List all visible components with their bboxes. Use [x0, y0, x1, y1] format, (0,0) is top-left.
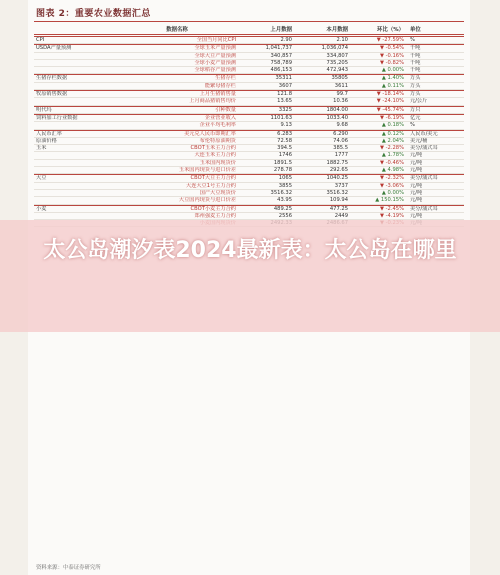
arrow-up-icon: ▲ [381, 189, 388, 196]
table-header [34, 25, 464, 34]
row-unit: 元/吨 [410, 189, 423, 196]
row-change [348, 138, 404, 144]
row-change [348, 197, 404, 203]
row-cur-value: 3516.32 [326, 189, 348, 196]
arrow-up-icon: ▲ [381, 67, 388, 74]
row-change-value: -6.19% [385, 114, 404, 121]
row-cur-value: 1,036,074 [321, 45, 348, 52]
row-change [348, 75, 404, 81]
source-note: 资料来源：中泰证券研究所 [36, 565, 101, 571]
table-row [34, 130, 464, 138]
row-category: 人民币汇率 [36, 130, 62, 137]
arrow-down-icon: ▼ [376, 37, 383, 43]
table-row [34, 152, 464, 159]
arrow-up-icon: ▲ [381, 137, 388, 144]
row-prev-value: 13.65 [277, 98, 292, 105]
header-unit: 单位 [410, 27, 421, 33]
row-name: 全球稻谷产量预测 [194, 67, 236, 74]
row-change-value: 0.18% [387, 122, 404, 129]
row-cur-value: 292.65 [329, 167, 348, 174]
table-row [34, 44, 464, 52]
table-row [34, 205, 464, 213]
row-change-value: -2.32% [385, 175, 404, 182]
row-unit: 美分/蒲式耳 [410, 175, 438, 182]
arrow-down-icon: ▼ [380, 59, 386, 66]
row-name: 企业平均毛利率 [199, 122, 236, 129]
row-change-value: -0.46% [385, 159, 404, 166]
row-unit: % [410, 122, 415, 129]
row-unit: 元/吨 [410, 159, 423, 166]
arrow-up-icon: ▲ [381, 75, 388, 82]
row-name: 国产大豆现货价 [199, 189, 236, 196]
header-category [34, 25, 118, 34]
table-row [34, 53, 464, 60]
row-prev-value: 2556 [278, 212, 292, 219]
row-name: 大豆国内现货与进口价差 [178, 197, 236, 204]
arrow-up-icon: ▲ [375, 197, 381, 204]
row-change [348, 53, 404, 59]
row-unit: 元/吨 [410, 182, 423, 189]
row-prev-value: 35311 [275, 75, 292, 82]
table-row [34, 74, 464, 82]
table-row [34, 138, 464, 145]
row-category [34, 167, 118, 173]
row-cur-value: 472,943 [326, 67, 348, 74]
watermark-text: 太公岛潮汐表2024最新表：太公岛在哪里 [43, 238, 457, 263]
row-change-value: -4.19% [385, 212, 404, 219]
row-unit: 千吨 [410, 67, 421, 74]
table-row [34, 83, 464, 90]
row-unit: 元/吨 [410, 152, 423, 159]
arrow-down-icon: ▼ [376, 98, 383, 105]
arrow-up-icon: ▲ [381, 130, 388, 137]
row-category: 生猪存栏数据 [36, 75, 68, 82]
row-prev-value: 489.25 [273, 205, 292, 212]
arrow-down-icon: ▼ [380, 205, 386, 212]
row-unit: 千吨 [410, 52, 421, 59]
row-cur-value: 3737 [334, 182, 348, 189]
row-prev-value: 2.90 [280, 37, 292, 43]
row-name: CBOT小麦主力合约 [190, 205, 236, 212]
row-change-value: 0.00% [387, 189, 404, 196]
row-prev-value: 278.78 [273, 167, 292, 174]
row-name: 能繁母猪存栏 [204, 82, 236, 89]
row-unit: 万头 [410, 82, 421, 89]
row-category: 小麦 [36, 205, 47, 212]
arrow-down-icon: ▼ [380, 114, 386, 121]
row-prev-value: 1101.63 [270, 114, 292, 121]
arrow-up-icon: ▲ [381, 152, 388, 159]
row-name: 全球小麦产量预测 [194, 59, 236, 66]
row-unit: 元/吨 [410, 197, 423, 204]
row-cur-value: 74.06 [333, 137, 348, 144]
row-prev-value: 3516.32 [270, 189, 292, 196]
table-row [34, 167, 464, 174]
row-prev-value: 1891.5 [273, 159, 292, 166]
table-row [34, 145, 464, 152]
row-change-value: -0.54% [385, 45, 404, 52]
arrow-down-icon: ▼ [380, 182, 386, 189]
row-unit: 人民币/美元 [410, 130, 438, 137]
row-name: 全球玉米产量预测 [194, 45, 236, 52]
table-row [34, 60, 464, 67]
row-cur-value: 1777 [334, 152, 348, 159]
row-name: 郑州强麦主力合约 [194, 212, 236, 219]
row-prev-value: 3607 [278, 82, 292, 89]
row-category: USDA产量预测 [36, 45, 72, 52]
row-category: 原油价格 [36, 137, 57, 144]
table-row [34, 174, 464, 182]
row-change [348, 167, 404, 173]
row-prev-value: 394.5 [277, 145, 292, 152]
row-change [348, 67, 404, 73]
data-table [34, 36, 464, 227]
row-change [348, 91, 404, 97]
row-cur-value: 735,205 [326, 59, 348, 66]
row-cur-value: 2449 [334, 212, 348, 219]
arrow-down-icon: ▼ [380, 145, 386, 152]
row-change-value: 1.40% [387, 75, 404, 82]
table-row [34, 183, 464, 190]
header-cur: 本月数据 [326, 27, 348, 33]
row-name: 引种数量 [215, 106, 236, 113]
arrow-down-icon: ▼ [380, 45, 386, 52]
row-change [348, 131, 404, 137]
row-unit: 万头 [410, 91, 421, 98]
row-change-value: 0.11% [387, 82, 404, 89]
header-name: 数据名称 [166, 27, 188, 33]
row-cur-value: 35805 [331, 75, 348, 82]
row-change [348, 160, 404, 166]
row-unit: 美分/蒲式耳 [410, 145, 438, 152]
row-change-value: -0.82% [385, 59, 404, 66]
row-change [348, 145, 404, 151]
row-cur-value: 1804.00 [326, 106, 348, 113]
row-prev-value: 486,153 [270, 67, 292, 74]
arrow-down-icon: ▼ [380, 212, 386, 219]
header-prev: 上月数据 [270, 27, 292, 33]
table-row [34, 114, 464, 122]
row-prev-value: 3325 [278, 106, 292, 113]
row-prev-value: 72.58 [277, 137, 292, 144]
row-name: 上月生猪销售量 [199, 91, 236, 98]
row-category [34, 183, 118, 189]
row-cur-value: 3611 [334, 82, 348, 89]
row-prev-value: 340,857 [270, 52, 292, 59]
row-name: 企业营业收入 [204, 114, 236, 121]
arrow-down-icon: ▼ [380, 52, 386, 59]
table-row [34, 36, 464, 44]
table-row [34, 67, 464, 74]
row-prev-value: 6.283 [277, 130, 292, 137]
row-name: 全国当月同比CPI [196, 37, 236, 43]
row-name: 大连玉米主力合约 [194, 152, 236, 159]
table-row [34, 190, 464, 197]
row-change-value: 2.04% [387, 137, 404, 144]
row-change [348, 190, 404, 196]
row-cur-value: 334,807 [326, 52, 348, 59]
row-cur-value: 9.68 [336, 122, 348, 129]
arrow-down-icon: ▼ [376, 91, 383, 98]
row-change-value: -2.28% [385, 145, 404, 152]
row-change-value: -18.14% [382, 91, 404, 98]
row-prev-value: 1065 [278, 175, 292, 182]
row-category [34, 152, 118, 158]
row-change-value: -0.16% [385, 52, 404, 59]
row-change [348, 152, 404, 158]
row-unit: 万只 [410, 106, 421, 113]
header-chg: 环比（%） [377, 27, 404, 33]
row-change [348, 213, 404, 219]
row-prev-value: 43.95 [277, 197, 292, 204]
arrow-down-icon: ▼ [380, 175, 386, 182]
row-unit: 元/公斤 [410, 98, 428, 105]
row-cur-value: 1040.25 [326, 175, 348, 182]
row-category: CPI [36, 37, 45, 43]
row-change [348, 107, 404, 113]
row-unit: 美元/桶 [410, 137, 428, 144]
row-cur-value: 385.5 [333, 145, 348, 152]
row-category [34, 53, 118, 59]
row-unit: 万头 [410, 75, 421, 82]
row-unit: 千吨 [410, 59, 421, 66]
row-change-value: -45.74% [382, 106, 404, 113]
arrow-up-icon: ▲ [381, 167, 388, 174]
row-change-value: 4.98% [387, 167, 404, 174]
row-name: 玉米国内现货价 [199, 159, 236, 166]
row-prev-value: 9.13 [280, 122, 292, 129]
row-change [348, 183, 404, 189]
arrow-up-icon: ▲ [381, 82, 388, 89]
arrow-down-icon: ▼ [380, 159, 386, 166]
row-category: 牧原销售数据 [36, 91, 68, 98]
row-cur-value: 2.10 [336, 37, 348, 43]
row-category: 玉米 [36, 145, 47, 152]
row-change-value: -24.10% [382, 98, 404, 105]
row-change-value: -3.06% [385, 182, 404, 189]
arrow-up-icon: ▲ [381, 122, 388, 129]
row-change-value: -2.45% [385, 205, 404, 212]
row-name: CBOT玉米主力合约 [190, 145, 236, 152]
row-category [34, 190, 118, 196]
table-row [34, 98, 464, 105]
row-category: 明代玛 [36, 106, 52, 113]
row-change [348, 115, 404, 121]
row-prev-value: 1,041,737 [265, 45, 292, 52]
arrow-down-icon: ▼ [376, 106, 383, 113]
row-change [348, 60, 404, 66]
row-category [34, 213, 118, 219]
row-name: 全球大豆产量预测 [194, 52, 236, 59]
title-rule [34, 21, 464, 22]
row-change-value: 0.00% [387, 67, 404, 74]
row-prev-value: 121.8 [277, 91, 292, 98]
row-cur-value: 6.290 [333, 130, 348, 137]
row-cur-value: 477.25 [329, 205, 348, 212]
row-change [348, 206, 404, 212]
table-row [34, 122, 464, 129]
row-category [34, 197, 118, 203]
row-change-value: 0.12% [387, 130, 404, 137]
row-change [348, 175, 404, 181]
row-category: 大豆 [36, 175, 47, 182]
row-change-value: 150.15% [380, 197, 404, 204]
row-unit: 元/吨 [410, 167, 423, 174]
row-category [34, 83, 118, 89]
row-change [348, 122, 404, 128]
row-prev-value: 1746 [278, 152, 292, 159]
row-category: 饲料加工行业数据 [36, 114, 78, 121]
row-prev-value: 3855 [278, 182, 292, 189]
row-category [34, 160, 118, 166]
table-row [34, 90, 464, 98]
row-change [348, 83, 404, 89]
row-category [34, 98, 118, 104]
row-name: 玉米国内现货与进口价差 [178, 167, 236, 174]
row-category [34, 60, 118, 66]
row-change [348, 37, 404, 43]
row-cur-value: 10.36 [333, 98, 348, 105]
row-cur-value: 99.7 [336, 91, 348, 98]
row-change-value: 1.78% [387, 152, 404, 159]
row-cur-value: 109.94 [329, 197, 348, 204]
table-row [34, 197, 464, 204]
row-name: 上月商品猪销售均价 [189, 98, 236, 105]
row-category [34, 67, 118, 73]
row-unit: 美分/蒲式耳 [410, 205, 438, 212]
table-title: 图表 2：重要农业数据汇总 [36, 9, 151, 19]
row-prev-value: 758,789 [270, 59, 292, 66]
header-rule [34, 34, 464, 35]
row-change [348, 98, 404, 104]
table-row [34, 160, 464, 167]
row-name: 布伦特原油期货 [199, 137, 236, 144]
row-cur-value: 1033.40 [326, 114, 348, 121]
row-name: 大连大豆1号主力合约 [186, 182, 236, 189]
table-row [34, 106, 464, 114]
row-unit: 千吨 [410, 45, 421, 52]
row-cur-value: 1882.75 [326, 159, 348, 166]
row-unit: 亿元 [410, 114, 421, 121]
row-name: 生猪存栏 [215, 75, 236, 82]
row-name: CBOT大豆主力合约 [190, 175, 236, 182]
row-unit: % [410, 37, 415, 43]
row-name: 美元兑人民币即期汇率 [184, 130, 236, 137]
row-unit: 元/吨 [410, 212, 423, 219]
row-change-value: -27.59% [382, 37, 404, 43]
row-change [348, 45, 404, 51]
row-category [34, 122, 118, 128]
